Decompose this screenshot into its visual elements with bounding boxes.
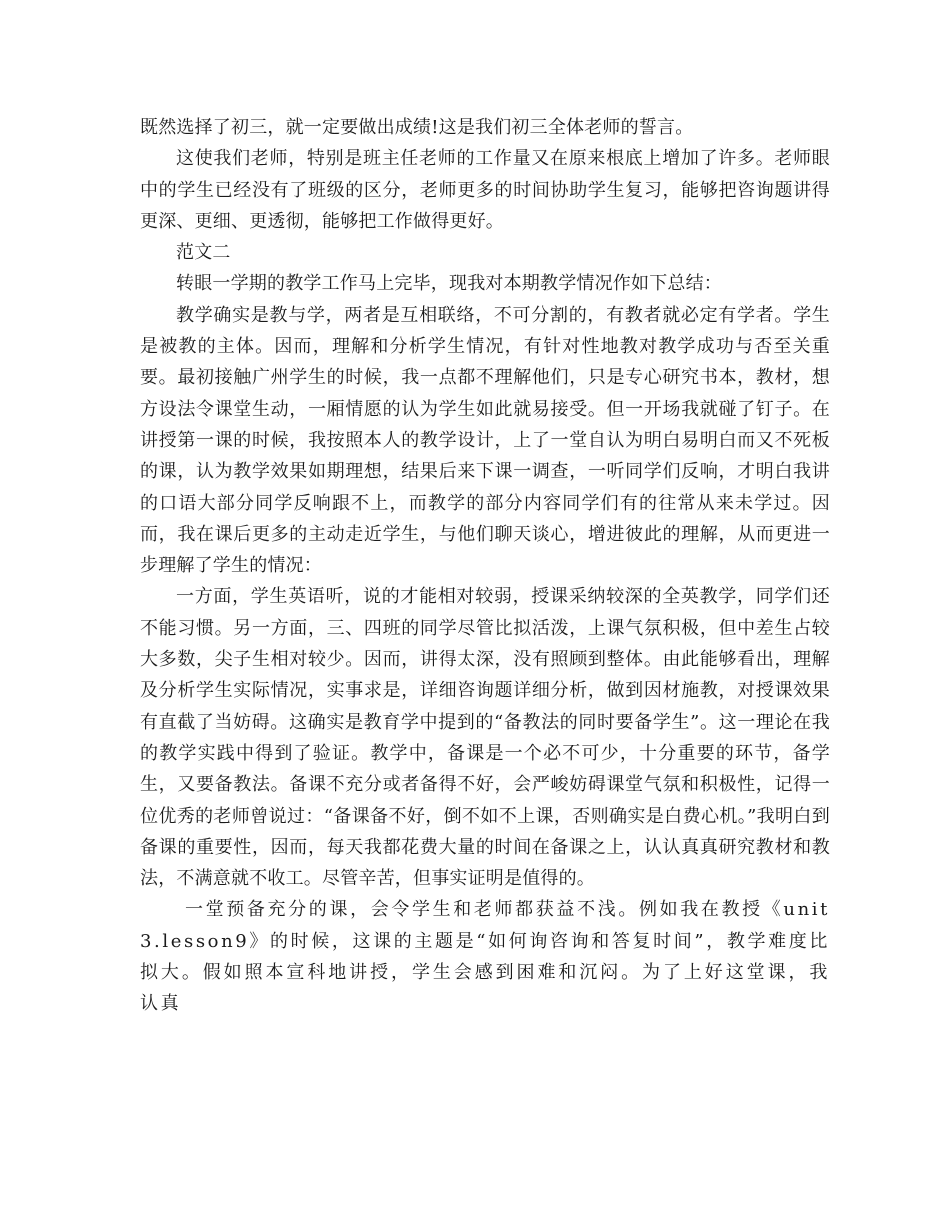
section-heading: 范文二 — [176, 242, 231, 264]
paragraph-1: 既然选择了初三，就一定要做出成绩!这是我们初三全体老师的誓言。 — [140, 117, 694, 138]
paragraph-5: 一方面，学生英语听，说的才能相对较弱，授课采纳较深的全英教学，同学们还不能习惯。另一方面，三、四班的同学尽管比拟活泼，上课气氛积极，但中差生占较大多数，尖子生相对较少。因而，讲得太深，没有照顾到整体。由此能够看出，理解及分析学生实际情况，实事求是，详细咨询题详细分析，做到因材施教，对授课效果有直截了当妨碍。这确实是教育学中提到的“备教法的同时要备学生”。这一理论在我的教学实践中得到了验证。教学中，备课是一个必不可少，十分重要的环节，备学生，又要备教法。备课不充分或者备得不好，会严峻妨碍课堂气氛和积极性，记得一位优秀的老师曾说过：“备课备不好，倒不如不上课，否则确实是白费心机。”我明白到备课的重要性，因而，每天我都花费大量的时间在备课之上，认认真真研究教材和教法，不满意就不收工。尽管辛苦，但事实证明是值得的。 — [140, 586, 830, 890]
document-body — [140, 112, 830, 1020]
paragraph-6: 一堂预备充分的课，会令学生和老师都获益不浅。例如我在教授《unit3.lesson9》的时候，这课的主题是“如何询咨询和答复时间”，教学难度比拟大。假如照本宣科地讲授，学生会感到困难和沉闷。为了上好这堂课，我认真 — [140, 899, 830, 1015]
paragraph-3: 转眼一学期的教学工作马上完毕，现我对本期教学情况作如下总结： — [176, 273, 722, 295]
paragraph-2: 这使我们老师，特别是班主任老师的工作量又在原来根底上增加了许多。老师眼中的学生已经没有了班级的区分，老师更多的时间协助学生复习，能够把咨询题讲得更深、更细、更透彻，能够把工作做得更好。 — [140, 148, 830, 232]
paragraph-4: 教学确实是教与学，两者是互相联络，不可分割的，有教者就必定有学者。学生是被教的主体。因而，理解和分析学生情况，有针对性地教对教学成功与否至关重要。最初接触广州学生的时候，我一点都不理解他们，只是专心研究书本，教材，想方设法令课堂生动，一厢情愿的认为学生如此就易接受。但一开场我就碰了钉子。在讲授第一课的时候，我按照本人的教学设计，上了一堂自认为明白易明白而又不死板的课，认为教学效果如期理想，结果后来下课一调查，一听同学们反响，才明白我讲的口语大部分同学反响跟不上，而教学的部分内容同学们有的往常从来未学过。因而，我在课后更多的主动走近学生，与他们聊天谈心，增进彼此的理解，从而更进一步理解了学生的情况： — [140, 304, 830, 577]
